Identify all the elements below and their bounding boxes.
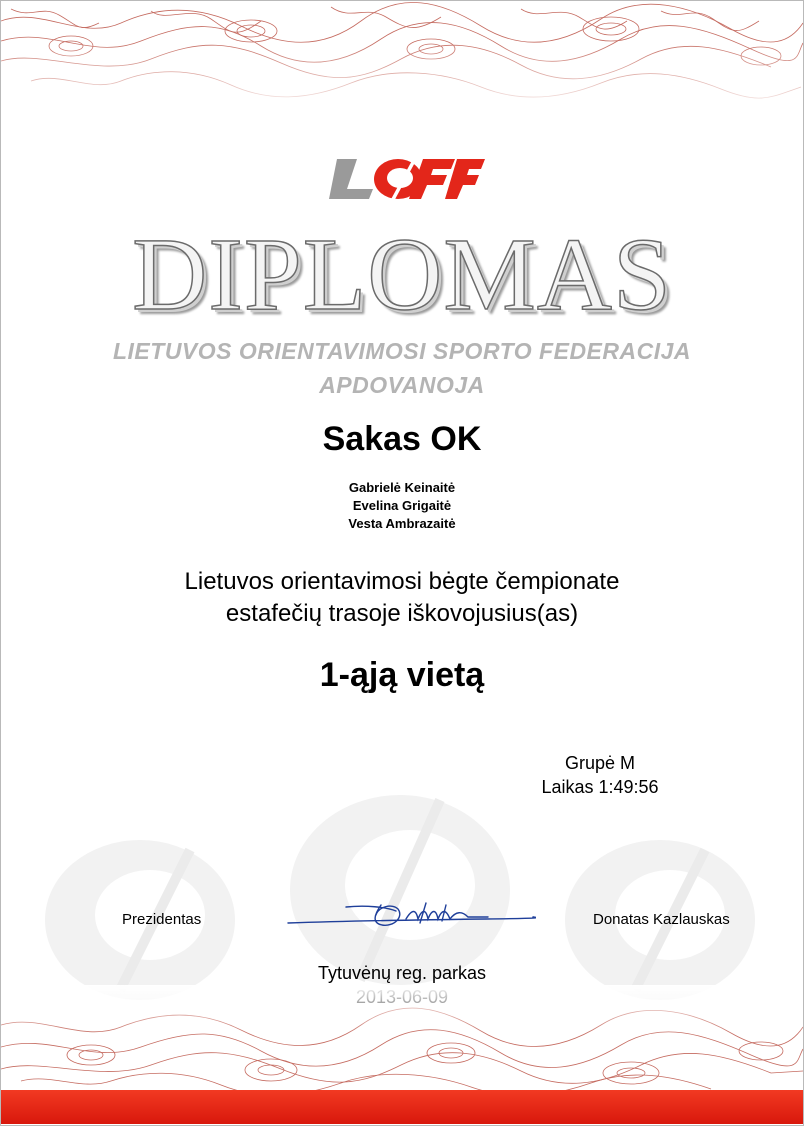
red-footer-band [1,1090,803,1124]
place-awarded: 1-ąją vietą [319,656,485,694]
club-name: Sakas OK [322,420,482,458]
handwritten-signature [286,895,536,935]
member-name: Vesta Ambrazaitė [348,516,456,531]
bottom-contour-decoration [1,985,803,1090]
signer-name: Donatas Kazlauskas [593,911,730,928]
diploma-title: DIPLOMAS [132,217,672,332]
federation-name: LIETUVOS ORIENTAVIMOSI SPORTO FEDERACIJA [112,338,692,364]
team-members [0,479,804,533]
member-name: Gabrielė Keinaitė [348,480,456,495]
event-description [0,566,804,630]
venue-name: Tytuvėnų reg. parkas [317,963,487,983]
top-contour-decoration [1,1,803,116]
time-label: Laikas 1:49:56 [541,777,659,797]
member-name: Evelina Grigaitė [352,498,452,513]
result-block [490,751,710,799]
signer-role: Prezidentas [122,911,202,928]
group-label: Grupė M [564,753,636,773]
event-line: estafečių trasoje iškovojusius(as) [225,600,579,627]
awards-text: APDOVANOJA [319,372,485,398]
federation-heading [0,334,804,402]
event-line: Lietuvos orientavimosi bėgte čempionate [184,568,620,595]
losf-logo [323,155,488,203]
